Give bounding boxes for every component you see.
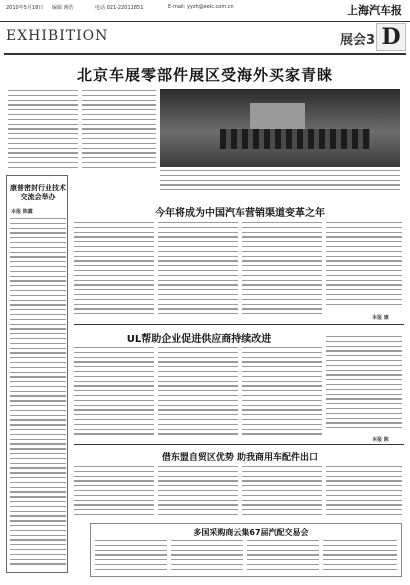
headline5-col3	[247, 540, 319, 576]
exhibition-photo	[160, 89, 400, 167]
top-rule	[4, 53, 406, 55]
header-phone: 电话 021-22011851	[95, 5, 144, 11]
headline4-col4	[326, 466, 402, 520]
headline5-col4	[323, 540, 397, 576]
headline3-col1	[74, 347, 154, 439]
headline-trade-fair: 多国采购商云集67届汽配交易会	[193, 528, 309, 537]
headline4-col3	[242, 466, 322, 520]
photo-audience	[220, 129, 370, 149]
main-headline: 北京车展零部件展区受海外买家青睐	[76, 66, 333, 84]
sidebar-title: 康普密封行业技术交流会举办	[10, 184, 66, 201]
headline4-col1	[74, 466, 154, 520]
headline4-col2	[158, 466, 238, 520]
headline2-author: 本报 康	[372, 315, 389, 321]
header-date: 2010年5月18日	[6, 5, 44, 11]
sidebar-author: 本报 陈露	[11, 209, 33, 215]
headline5-col1	[95, 540, 167, 576]
section-letter: D	[376, 23, 406, 51]
headline2-col4	[326, 222, 402, 312]
headline2-col1	[74, 222, 154, 320]
main-article-col1	[8, 90, 78, 172]
section-bar	[0, 23, 410, 51]
section-label: 展会3	[340, 33, 376, 48]
headline-ul-supplier: UL帮助企业促进供应商持续改进	[126, 334, 272, 345]
headline-channel-change: 今年将成为中国汽车营销渠道变革之年	[155, 208, 325, 219]
header-email: E-mail: yyzh@eeic.com.cn	[168, 4, 234, 10]
headline3-author: 本报 陈	[372, 437, 389, 443]
divider-1	[74, 324, 404, 325]
headline2-col2	[158, 222, 238, 320]
headline2-col3	[242, 222, 322, 320]
newspaper-brand: 上海汽车报	[347, 4, 402, 17]
sidebar-box	[6, 175, 68, 573]
header-editor: 编辑 蒋浩	[52, 5, 74, 11]
divider-2	[74, 444, 404, 445]
trade-fair-box	[90, 523, 402, 577]
headline3-col2	[158, 347, 238, 439]
photo-caption-text	[160, 170, 400, 200]
sidebar-text	[10, 218, 66, 568]
page-header	[0, 0, 410, 22]
headline5-col2	[171, 540, 243, 576]
section-exhibition: EXHIBITION	[6, 28, 109, 44]
headline-asean-export: 借东盟自贸区优势 助我商用车配件出口	[161, 453, 319, 463]
headline3-col4	[326, 336, 402, 436]
main-article-col2	[82, 90, 156, 172]
headline3-col3	[242, 347, 322, 439]
